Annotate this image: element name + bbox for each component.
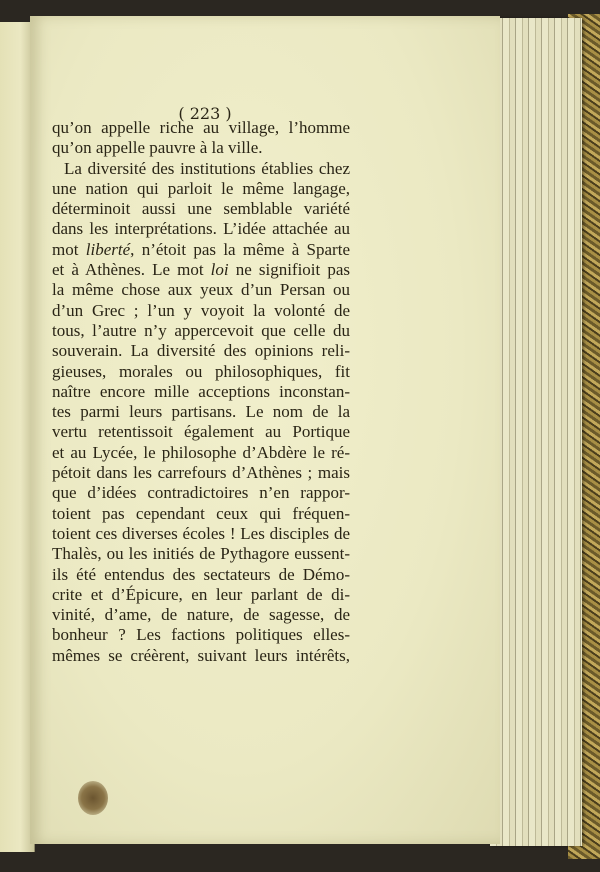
text-segment: toient pas cependant ceux qui fréquen- — [52, 503, 350, 523]
text-line — [52, 362, 350, 382]
text-segment: , n’étoit pas la même à Sparte — [130, 239, 350, 259]
text-line — [52, 524, 350, 544]
text-segment: ils été entendus des sectateurs de Démo- — [52, 564, 350, 584]
text-segment: gieuses, morales ou philosophiques, fit — [52, 361, 350, 381]
text-line — [52, 565, 350, 585]
text-line — [52, 382, 350, 402]
text-line — [52, 199, 350, 219]
text-segment: d’un Grec ; l’un y voyoit la volonté de — [52, 300, 350, 320]
body-text — [52, 118, 350, 666]
text-segment: et à Athènes. Le mot — [52, 260, 211, 280]
text-segment: et au Lycée, le philosophe d’Abdère le ré- — [52, 442, 350, 462]
text-line — [52, 240, 350, 260]
text-segment: la même chose aux yeux d’un Persan ou — [52, 280, 350, 300]
text-segment: mêmes se créèrent, suivant leurs intérêts, — [52, 645, 350, 665]
ink-stain — [78, 781, 108, 815]
text-segment: tous, l’autre n’y appercevoit que celle du — [52, 320, 350, 340]
text-segment: qu’on appelle riche au village, l’homme — [52, 118, 350, 137]
book-page — [30, 16, 500, 844]
text-line — [52, 321, 350, 341]
text-line — [52, 260, 350, 280]
text-line — [52, 443, 350, 463]
text-line — [52, 483, 350, 503]
text-segment: que d’idées contradictoires n’en rappor- — [52, 483, 350, 503]
text-segment: souverain. La diversité des opinions reli- — [52, 341, 350, 361]
text-line — [52, 646, 350, 666]
text-line — [52, 219, 350, 239]
text-line — [52, 301, 350, 321]
text-line — [52, 504, 350, 524]
text-line — [52, 179, 350, 199]
text-segment: pétoit dans les carrefours d’Athènes ; mais — [52, 463, 350, 483]
text-segment: vinité, d’ame, de nature, de sagesse, de — [52, 605, 350, 625]
text-line — [52, 625, 350, 645]
text-segment: déterminoit aussi une semblable variété — [52, 199, 350, 219]
text-line — [52, 118, 350, 138]
text-segment: toient ces diverses écoles ! Les disciples de — [52, 523, 350, 543]
text-line — [52, 280, 350, 300]
text-line — [52, 544, 350, 564]
text-segment: dans les interprétations. L’idée attachée au — [52, 219, 350, 239]
text-line — [52, 341, 350, 361]
text-segment: crite et d’Épicure, en leur parlant de di- — [52, 584, 350, 604]
text-line — [52, 138, 350, 158]
text-segment: tes parmi leurs partisans. Le nom de la — [52, 402, 350, 422]
text-segment: Thalès, ou les initiés de Pythagore eussent- — [52, 544, 350, 564]
text-line — [52, 422, 350, 442]
text-segment: une nation qui parloit le même langage, — [52, 178, 350, 198]
text-segment: qu’on appelle pauvre à la ville. — [52, 138, 263, 158]
text-segment: vertu retentissoit également au Portique — [52, 422, 350, 442]
page-edges — [490, 18, 582, 846]
text-line — [52, 585, 350, 605]
italic-word: loi — [210, 260, 229, 280]
text-segment: mot — [52, 239, 86, 259]
text-line — [52, 159, 350, 179]
text-line — [52, 463, 350, 483]
text-line — [52, 605, 350, 625]
page-number: ( 223 ) — [178, 104, 232, 123]
text-segment: naître encore mille acceptions inconstan- — [52, 381, 350, 401]
text-segment: La diversité des institutions établies chez — [64, 158, 350, 178]
italic-word: liberté — [85, 239, 131, 259]
text-line — [52, 402, 350, 422]
text-segment: bonheur ? Les factions politiques elles- — [52, 625, 350, 645]
text-segment: ne signifioit pas — [228, 260, 350, 280]
